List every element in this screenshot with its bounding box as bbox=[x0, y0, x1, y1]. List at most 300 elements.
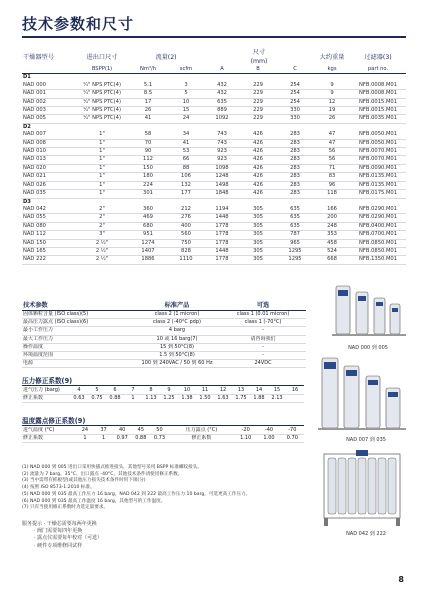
pressure-value: 9 bbox=[160, 387, 178, 395]
pressure-row bbox=[22, 387, 304, 395]
table-cell: 5 bbox=[168, 90, 204, 98]
table-cell: 283 bbox=[276, 173, 314, 181]
table-cell: 305 bbox=[240, 214, 276, 222]
table-cell: 41 bbox=[168, 139, 204, 147]
footnote: (6) NAD 000 到 035 最高工作温度 16 barg，其他型号的工作温度。 bbox=[22, 498, 166, 504]
product-image-medium-dryers bbox=[318, 356, 406, 432]
section-label: D1 bbox=[22, 74, 406, 82]
table-cell: 17 bbox=[128, 98, 168, 106]
table-cell: 1194 bbox=[204, 206, 240, 214]
pressure-rule bbox=[22, 385, 304, 386]
table-cell: 330 bbox=[276, 107, 314, 115]
pressure-factors-title: 压力修正系数(9) bbox=[22, 377, 73, 385]
pressure-factor-value: 1.75 bbox=[232, 395, 250, 403]
table-cell: 923 bbox=[204, 148, 240, 156]
table-cell: 560 bbox=[168, 231, 204, 239]
table-cell: NFB.0290.M01 bbox=[350, 214, 406, 222]
table-cell: 229 bbox=[240, 90, 276, 98]
table-cell: NAD 010 bbox=[22, 148, 76, 156]
table-cell: 426 bbox=[240, 156, 276, 164]
table-cell: 1295 bbox=[276, 247, 314, 255]
footnote: (3) 当中需带有抓板型(或其他压力损失技术条件时用下项(分) bbox=[22, 478, 146, 484]
inlet-temp-label: 进气温度 (°C) bbox=[22, 427, 76, 435]
specs-row bbox=[22, 352, 306, 360]
spec-param: 最小工作压力 bbox=[22, 327, 134, 335]
table-cell: NAD 021 bbox=[22, 173, 76, 181]
table-cell: 750 bbox=[168, 239, 204, 247]
table-header-row bbox=[22, 48, 406, 66]
table-cell: 1498 bbox=[204, 181, 240, 189]
table-cell: 2" bbox=[76, 214, 128, 222]
table-cell: 229 bbox=[240, 107, 276, 115]
pressure-factor-value: 0.63 bbox=[70, 395, 88, 403]
table-cell: NFB.0008.M01 bbox=[350, 90, 406, 98]
table-row bbox=[22, 131, 406, 139]
table-cell: 458 bbox=[314, 239, 350, 247]
table-cell: 106 bbox=[168, 173, 204, 181]
table-cell: NAD 002 bbox=[22, 98, 76, 106]
table-cell: 177 bbox=[168, 190, 204, 198]
table-cell: 2 ½" bbox=[76, 239, 128, 247]
table-cell: 1248 bbox=[204, 173, 240, 181]
table-cell: 469 bbox=[128, 214, 168, 222]
table-cell: NAD 008 bbox=[22, 139, 76, 147]
section-row bbox=[22, 74, 406, 82]
table-cell: 150 bbox=[128, 164, 168, 172]
pdp-factor-value: 0.70 bbox=[281, 435, 304, 443]
table-cell: 360 bbox=[128, 206, 168, 214]
table-cell: 426 bbox=[240, 173, 276, 181]
table-cell: NAD 020 bbox=[22, 164, 76, 172]
spec-optional: - bbox=[220, 352, 306, 360]
spec-standard: 10 或 16 barg(7) bbox=[134, 335, 220, 343]
spec-optional: 请咨询我们 bbox=[220, 335, 306, 343]
spec-standard: class 2 (1 micron) bbox=[134, 311, 220, 319]
specs-head-standard: 标准产品 bbox=[134, 301, 220, 311]
table-cell: 10 bbox=[168, 98, 204, 106]
table-cell: 2 ½" bbox=[76, 247, 128, 255]
table-cell: 224 bbox=[128, 181, 168, 189]
temp-factor-value: 1 bbox=[76, 435, 95, 443]
spec-standard: 15 到 50°C(8) bbox=[134, 343, 220, 351]
table-row bbox=[22, 90, 406, 98]
table-cell: 90 bbox=[128, 148, 168, 156]
table-cell: 229 bbox=[240, 115, 276, 123]
technical-specs-table bbox=[22, 301, 306, 368]
table-cell: ¼" NPS PTC(4) bbox=[76, 107, 128, 115]
table-cell: ¼" NPS PTC(4) bbox=[76, 82, 128, 90]
specs-head-param: 技术参数 bbox=[22, 301, 134, 311]
table-cell: 743 bbox=[204, 139, 240, 147]
table-cell: 1" bbox=[76, 164, 128, 172]
pdp-value: -40 bbox=[257, 427, 280, 435]
spec-param: 环境温度范围 bbox=[22, 352, 134, 360]
specs-row bbox=[22, 319, 306, 327]
table-cell: 254 bbox=[276, 90, 314, 98]
dewpoint-rule bbox=[22, 425, 304, 426]
pressure-factor-value: 0.75 bbox=[88, 395, 106, 403]
table-cell: NFB.0700.M01 bbox=[350, 231, 406, 239]
table-cell: 276 bbox=[168, 214, 204, 222]
table-cell: 229 bbox=[240, 98, 276, 106]
temp-factor-value: 0.73 bbox=[150, 435, 169, 443]
caption-medium: NAD 007 到 035 bbox=[346, 437, 386, 443]
table-cell: 1778 bbox=[204, 256, 240, 264]
service-item: · 硬件专项维修同试样 bbox=[34, 542, 83, 549]
pressure-factor-value: 1.13 bbox=[142, 395, 160, 403]
table-cell: 166 bbox=[314, 206, 350, 214]
table-cell: NFB.0850.M01 bbox=[350, 247, 406, 255]
table-cell: 283 bbox=[276, 148, 314, 156]
table-cell: 951 bbox=[128, 231, 168, 239]
table-cell: NAD 112 bbox=[22, 231, 76, 239]
pressure-factor-value: 0.88 bbox=[106, 395, 124, 403]
table-row bbox=[22, 156, 406, 164]
col-header-dims bbox=[204, 48, 314, 66]
specs-row bbox=[22, 343, 306, 351]
spec-optional: class 1 (-70°C) bbox=[220, 319, 306, 327]
subheader-cell: BSPP(1) bbox=[76, 66, 128, 74]
product-image-large-dryers bbox=[318, 448, 406, 528]
table-cell: 66 bbox=[168, 156, 204, 164]
table-row bbox=[22, 247, 406, 255]
temp-factor-value: 1 bbox=[94, 435, 113, 443]
spec-param: 操作温度 bbox=[22, 343, 134, 351]
table-cell: 132 bbox=[168, 181, 204, 189]
spec-standard: 4 barg bbox=[134, 327, 220, 335]
spec-param: 最大工作压力 bbox=[22, 335, 134, 343]
table-cell: 1" bbox=[76, 131, 128, 139]
inlet-temp-value: 45 bbox=[132, 427, 151, 435]
table-cell: NFB.0050.M01 bbox=[350, 139, 406, 147]
table-cell: 283 bbox=[276, 156, 314, 164]
table-cell: 889 bbox=[204, 107, 240, 115]
table-cell: 118 bbox=[314, 190, 350, 198]
table-cell: 828 bbox=[168, 247, 204, 255]
table-cell: 965 bbox=[276, 239, 314, 247]
table-cell: 212 bbox=[168, 206, 204, 214]
table-cell: 1407 bbox=[128, 247, 168, 255]
table-cell: 668 bbox=[314, 256, 350, 264]
table-cell: 1295 bbox=[276, 256, 314, 264]
table-cell: 1448 bbox=[204, 214, 240, 222]
spec-param: 固体颗粒含量 (ISO class)(5) bbox=[22, 311, 134, 319]
table-cell: 1448 bbox=[204, 247, 240, 255]
spec-param: 最高压力露点 (ISO class)(6) bbox=[22, 319, 134, 327]
footnote: (7) 只有当使用修正系数时为选定量要求。 bbox=[22, 505, 109, 511]
table-cell: NFB.0015.M01 bbox=[350, 107, 406, 115]
table-cell: 283 bbox=[276, 164, 314, 172]
table-cell: NAD 001 bbox=[22, 90, 76, 98]
footnote: (2) 流量为 7 barg、35°C、出口露点 -40°C，其他技术条件请使用修正系数。 bbox=[22, 471, 183, 477]
pressure-label: 进气压力 (barg) bbox=[22, 387, 70, 395]
table-cell: 3 bbox=[168, 82, 204, 90]
table-cell: 96 bbox=[314, 181, 350, 189]
pressure-value: 6 bbox=[106, 387, 124, 395]
col-header-port: 进出口尺寸 bbox=[86, 53, 118, 61]
table-cell: NAD 080 bbox=[22, 222, 76, 230]
table-cell: 1886 bbox=[128, 256, 168, 264]
col-header-flow: 流量(2) bbox=[155, 53, 177, 61]
spec-standard: class 2 (-40°C pdp) bbox=[134, 319, 220, 327]
service-title: 服务提示 · 干燥芯需要每两年更换 bbox=[22, 521, 97, 527]
table-cell: 47 bbox=[314, 131, 350, 139]
col-header-filter: 过滤器(3) bbox=[364, 53, 392, 61]
caption-large: NAD 042 到 222 bbox=[346, 531, 386, 537]
table-cell: 229 bbox=[240, 82, 276, 90]
specs-row bbox=[22, 360, 306, 368]
spec-optional: - bbox=[220, 327, 306, 335]
spec-param: 电源 bbox=[22, 360, 134, 368]
table-row bbox=[22, 107, 406, 115]
table-cell: NFB.0070.M01 bbox=[350, 148, 406, 156]
table-cell: 1778 bbox=[204, 222, 240, 230]
pdp-value: -20 bbox=[234, 427, 257, 435]
table-cell: 12 bbox=[314, 98, 350, 106]
pressure-value: 13 bbox=[232, 387, 250, 395]
temp-factor-label: 修正系数 bbox=[22, 435, 76, 443]
table-row bbox=[22, 82, 406, 90]
table-cell: 283 bbox=[276, 139, 314, 147]
table-cell: 254 bbox=[276, 82, 314, 90]
table-cell: 426 bbox=[240, 139, 276, 147]
table-cell: NAD 042 bbox=[22, 206, 76, 214]
footnotes bbox=[22, 465, 312, 512]
table-cell: 2 ½" bbox=[76, 256, 128, 264]
table-cell: 635 bbox=[276, 222, 314, 230]
pressure-factor-row bbox=[22, 395, 304, 403]
spec-standard: 1.5 到 50°C(8) bbox=[134, 352, 220, 360]
table-row bbox=[22, 173, 406, 181]
table-cell: 305 bbox=[240, 239, 276, 247]
pressure-factors-table bbox=[22, 387, 304, 403]
table-cell: NAD 000 bbox=[22, 82, 76, 90]
table-cell: 180 bbox=[128, 173, 168, 181]
table-row bbox=[22, 115, 406, 123]
table-cell: 635 bbox=[204, 98, 240, 106]
dryer-spec-table bbox=[22, 48, 406, 265]
table-cell: NFB.0008.M01 bbox=[350, 82, 406, 90]
table-cell: 15 bbox=[168, 107, 204, 115]
table-cell: 1778 bbox=[204, 231, 240, 239]
product-image-small-dryers bbox=[332, 282, 406, 340]
table-cell: 426 bbox=[240, 181, 276, 189]
table-cell: NFB.0090.M01 bbox=[350, 164, 406, 172]
table-cell: 24 bbox=[168, 115, 204, 123]
spec-standard: 100 到 240VAC / 50 到 60 Hz bbox=[134, 360, 220, 368]
table-cell: 400 bbox=[168, 222, 204, 230]
pdp-factor-value: 1.00 bbox=[257, 435, 280, 443]
table-cell: 1098 bbox=[204, 164, 240, 172]
table-cell: 305 bbox=[240, 231, 276, 239]
dewpoint-factor-row bbox=[22, 435, 304, 443]
table-cell: 743 bbox=[204, 131, 240, 139]
table-cell: 1" bbox=[76, 139, 128, 147]
dims-unit: (mm) bbox=[250, 58, 268, 65]
table-cell: 88 bbox=[168, 164, 204, 172]
pressure-value: 16 bbox=[286, 387, 304, 395]
table-row bbox=[22, 164, 406, 172]
spec-optional: - bbox=[220, 343, 306, 351]
table-cell: NFB.0400.M01 bbox=[350, 222, 406, 230]
inlet-temp-value: 37 bbox=[94, 427, 113, 435]
subheader-cell: C bbox=[276, 66, 314, 74]
footnote: (4) 按照 ISO 8573-1:2010 标准。 bbox=[22, 485, 95, 491]
spec-optional: class 1 (0.01 micron) bbox=[220, 311, 306, 319]
table-cell: NFB.0035.M01 bbox=[350, 115, 406, 123]
footnote: (1) NAD 000 到 005 进出口采用快插式推进接头，其他型号采用 BSPP 标准螺纹接头。 bbox=[22, 465, 202, 470]
footnote: (5) NAD 000 到 035 最高工作压力 16 barg，NAD 042 到 222 最高工作压力 10 barg，可选更高工作压力。 bbox=[22, 491, 251, 497]
specs-row bbox=[22, 327, 306, 335]
table-cell: 923 bbox=[204, 156, 240, 164]
table-cell: NAD 007 bbox=[22, 131, 76, 139]
table-cell: NFB.0290.M01 bbox=[350, 206, 406, 214]
table-cell: NAD 035 bbox=[22, 190, 76, 198]
table-cell: NAD 026 bbox=[22, 181, 76, 189]
table-cell: 426 bbox=[240, 164, 276, 172]
page-number: 8 bbox=[398, 575, 404, 584]
table-row bbox=[22, 214, 406, 222]
table-cell: 112 bbox=[128, 156, 168, 164]
table-cell: 301 bbox=[128, 190, 168, 198]
table-cell: NFB.0175.M01 bbox=[350, 190, 406, 198]
table-cell: NFB.0050.M01 bbox=[350, 131, 406, 139]
table-cell: NFB.0070.M01 bbox=[350, 156, 406, 164]
table-cell: 9 bbox=[314, 90, 350, 98]
table-cell: 432 bbox=[204, 82, 240, 90]
dewpoint-factors-table bbox=[22, 427, 304, 443]
table-cell: 680 bbox=[128, 222, 168, 230]
table-cell: 305 bbox=[240, 222, 276, 230]
inlet-temp-value: 50 bbox=[150, 427, 169, 435]
table-row bbox=[22, 148, 406, 156]
table-row bbox=[22, 98, 406, 106]
section-label: D2 bbox=[22, 123, 406, 131]
table-cell: 787 bbox=[276, 231, 314, 239]
table-cell: NAD 003 bbox=[22, 107, 76, 115]
table-cell: NFB.1350.M01 bbox=[350, 256, 406, 264]
section-row bbox=[22, 198, 406, 206]
table-cell: 200 bbox=[314, 214, 350, 222]
pressure-factor-value: 1.50 bbox=[196, 395, 214, 403]
dewpoint-row bbox=[22, 427, 304, 435]
table-cell: 283 bbox=[276, 181, 314, 189]
temp-factor-value: 0.88 bbox=[132, 435, 151, 443]
subheader-cell: Nm³/h bbox=[128, 66, 168, 74]
table-cell: 1" bbox=[76, 148, 128, 156]
pdp-factor-label: 修正系数 bbox=[169, 435, 234, 443]
table-cell: 426 bbox=[240, 131, 276, 139]
pressure-value: 15 bbox=[268, 387, 286, 395]
table-row bbox=[22, 181, 406, 189]
service-item: · 阀门需要每四年更换 bbox=[34, 528, 83, 535]
table-cell: 19 bbox=[314, 107, 350, 115]
table-row bbox=[22, 239, 406, 247]
table-row bbox=[22, 231, 406, 239]
pressure-value: 14 bbox=[250, 387, 268, 395]
table-cell: NAD 013 bbox=[22, 156, 76, 164]
table-row bbox=[22, 139, 406, 147]
specs-head-optional: 可选 bbox=[220, 301, 306, 311]
subheader-cell bbox=[22, 66, 76, 74]
table-cell: 56 bbox=[314, 148, 350, 156]
pressure-value: 5 bbox=[88, 387, 106, 395]
table-cell: 426 bbox=[240, 190, 276, 198]
temp-factor-value: 0.97 bbox=[113, 435, 132, 443]
title-rule bbox=[22, 36, 406, 38]
spec-optional: 24VDC bbox=[220, 360, 306, 368]
table-cell: 353 bbox=[314, 231, 350, 239]
table-cell: 305 bbox=[240, 247, 276, 255]
pressure-factor-value: 1.88 bbox=[250, 395, 268, 403]
inlet-temp-value: 40 bbox=[113, 427, 132, 435]
table-cell: 34 bbox=[168, 131, 204, 139]
table-cell: ¼" NPS PTC(4) bbox=[76, 90, 128, 98]
caption-small: NAD 000 到 005 bbox=[348, 345, 388, 351]
table-cell: 1778 bbox=[204, 239, 240, 247]
pdp-factor-value: 1.10 bbox=[234, 435, 257, 443]
pressure-factor-value: 1.63 bbox=[214, 395, 232, 403]
table-cell: NAD 222 bbox=[22, 256, 76, 264]
table-cell: 1" bbox=[76, 173, 128, 181]
inlet-temp-value: 24 bbox=[76, 427, 95, 435]
table-cell: NFB.0135.M01 bbox=[350, 181, 406, 189]
table-cell: 1110 bbox=[168, 256, 204, 264]
table-cell: 248 bbox=[314, 222, 350, 230]
pressure-factor-value: 2.13 bbox=[268, 395, 286, 403]
page-title: 技术参数和尺寸 bbox=[22, 15, 135, 33]
table-cell: 1" bbox=[76, 190, 128, 198]
table-cell: 1092 bbox=[204, 115, 240, 123]
dewpoint-factors-title: 温度露点修正系数(9) bbox=[22, 417, 86, 425]
table-cell: 283 bbox=[276, 190, 314, 198]
table-cell: NAD 165 bbox=[22, 247, 76, 255]
table-cell: 1" bbox=[76, 181, 128, 189]
table-cell: 83 bbox=[314, 173, 350, 181]
table-cell: 305 bbox=[240, 206, 276, 214]
pressure-value: 7 bbox=[124, 387, 142, 395]
table-cell: NFB.0850.M01 bbox=[350, 239, 406, 247]
pressure-factor-value: 1.38 bbox=[178, 395, 196, 403]
table-cell: 2" bbox=[76, 206, 128, 214]
pressure-value: 4 bbox=[70, 387, 88, 395]
table-cell: 635 bbox=[276, 214, 314, 222]
dryer-spec-table-body bbox=[22, 48, 406, 264]
specs-header-row bbox=[22, 301, 306, 311]
table-cell: 426 bbox=[240, 148, 276, 156]
table-cell: NFB.0015.M01 bbox=[350, 98, 406, 106]
pressure-value: 12 bbox=[214, 387, 232, 395]
table-cell: 1848 bbox=[204, 190, 240, 198]
service-notes bbox=[22, 521, 312, 550]
col-header-weight: 大约重量 bbox=[319, 53, 345, 61]
table-cell: 330 bbox=[276, 115, 314, 123]
table-cell: 283 bbox=[276, 131, 314, 139]
service-item: · 露点仪需要每年校对（可选） bbox=[34, 535, 103, 542]
table-row bbox=[22, 190, 406, 198]
table-cell: 41 bbox=[128, 115, 168, 123]
pressure-value: 11 bbox=[196, 387, 214, 395]
table-cell: 71 bbox=[314, 164, 350, 172]
table-cell: 1274 bbox=[128, 239, 168, 247]
table-cell: 8.5 bbox=[128, 90, 168, 98]
table-cell: ¼" NPS PTC(4) bbox=[76, 98, 128, 106]
table-cell: NAD 005 bbox=[22, 115, 76, 123]
table-subheader-row bbox=[22, 66, 406, 74]
subheader-cell: A bbox=[204, 66, 240, 74]
table-cell: 524 bbox=[314, 247, 350, 255]
section-label: D3 bbox=[22, 198, 406, 206]
